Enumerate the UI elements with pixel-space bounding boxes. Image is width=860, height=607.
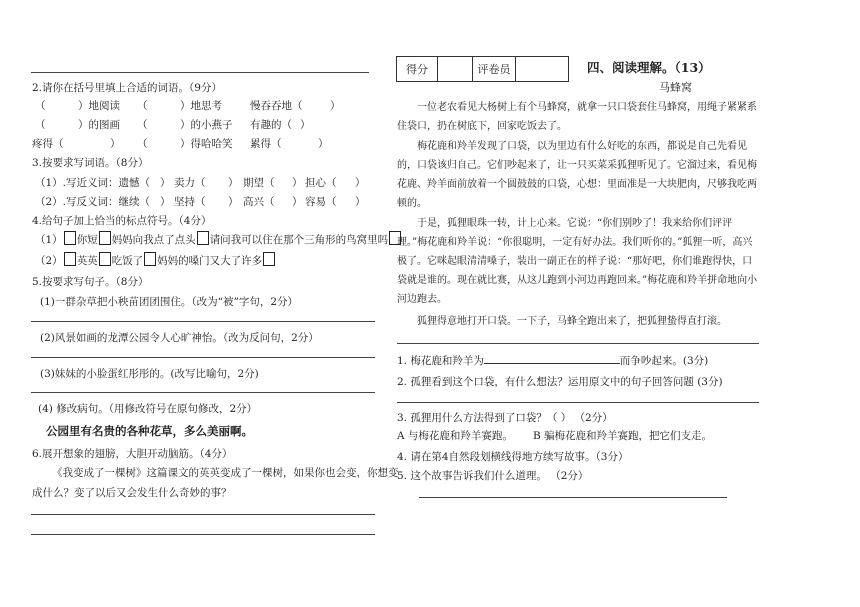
punctuation-box[interactable] bbox=[263, 252, 275, 266]
option-b[interactable]: B 骗梅花鹿和羚羊赛跑，把它们支走。 bbox=[533, 430, 713, 442]
q5-item-3: (3)妹妹的小脸蛋红彤彤的。(改写比喻句，2分) bbox=[40, 368, 259, 380]
q4-sentence-2: （2） 英英 吃饭了 妈妈的嗓门又大了许多 bbox=[35, 252, 276, 268]
continuation-line[interactable] bbox=[397, 343, 759, 344]
punctuation-box[interactable] bbox=[99, 252, 111, 266]
q6-text-1: 《我变成了一棵树》这篇课文的英英变成了一棵树，如果你也会变，你想变 bbox=[52, 467, 399, 479]
question-3: 3. 孤狸用什么方法得到了口袋？（ ） （2分） bbox=[397, 412, 613, 424]
q5-title: 5.按要求写句子。（8分） bbox=[32, 276, 149, 288]
answer-blank[interactable] bbox=[484, 353, 620, 364]
grader-cell[interactable] bbox=[516, 57, 569, 82]
answer-line[interactable] bbox=[31, 534, 375, 535]
score-table bbox=[396, 56, 569, 82]
answer-line[interactable] bbox=[397, 402, 759, 403]
q6-text-2: 成什么？变了以后又会发生什么奇妙的事？ bbox=[32, 487, 232, 499]
q5-item-2: (2)风景如画的龙潭公园令人心旷神怡。（改为反问句，2分） bbox=[40, 332, 319, 344]
sick-sentence: 公园里有名贵的各种花草，多么美丽啊。 bbox=[46, 424, 253, 438]
paragraph-3: 于是，狐狸眼珠一转，计上心来。它说：“你们别吵了！我来给你们评评理。”梅花鹿和羚羊说：“你很聪明，一定有好办法。我们听你的。”狐狸一听，高兴极了。它咪起眼清清嗓子，装出一副正在的样子说：“那好吧，你们谁跑得快，口袋就是谁的。现在就比赛，从这儿跑到小河边再跑回来。”梅花鹿和羚羊拼命地向小河边跑去。 bbox=[397, 218, 758, 305]
grader-label: 评卷员 bbox=[473, 57, 516, 82]
top-rule bbox=[31, 72, 369, 73]
answer-line[interactable] bbox=[419, 497, 727, 498]
passage-title: 马蜂窝 bbox=[659, 81, 692, 94]
q4-title: 4.给句子加上恰当的标点符号。（4分） bbox=[32, 215, 212, 227]
punctuation-box[interactable] bbox=[64, 231, 76, 245]
option-a[interactable]: A 与梅花鹿和羚羊赛跑。 bbox=[397, 430, 513, 442]
punctuation-box[interactable] bbox=[197, 231, 209, 245]
question-5: 5. 这个故事告诉我们什么道理。 （2分） bbox=[397, 470, 589, 482]
q6-title: 6.展开想象的翅膀，大胆开动脑筋。（4分） bbox=[32, 448, 233, 460]
answer-line[interactable] bbox=[31, 321, 375, 322]
q5-item-4: (4) 修改病句。（用修改符号在原句修改，2分） bbox=[38, 403, 258, 415]
punctuation-box[interactable] bbox=[99, 231, 111, 245]
answer-line[interactable] bbox=[31, 392, 375, 393]
q3-title: 3.按要求写词语。（8分） bbox=[32, 157, 149, 169]
answer-line[interactable] bbox=[31, 514, 375, 515]
q4-sentence-1: （1） 你短 妈妈向我点了点头 请问我可以住在那个三角形的鸟窝里吗 bbox=[35, 231, 402, 247]
score-label: 得分 bbox=[397, 57, 438, 82]
paragraph-1: 一位老农看见大杨树上有个马蜂窝，就拿一只口袋套住马蜂窝，用绳子紧紧系住袋口，扔在树底下，回家吃饭去了。 bbox=[397, 102, 757, 132]
q5-item-1: (1)一群杂草把小秧苗团团围住。（改为“被”字句，2分） bbox=[40, 296, 299, 308]
punctuation-box[interactable] bbox=[64, 252, 76, 266]
question-2: 2. 孤狸看到这个口袋，有什么想法？运用原文中的句子回答问题 (3分) bbox=[397, 376, 723, 388]
paragraph-2: 梅花鹿和羚羊发现了口袋，以为里边有什么好吃的东西，都说是自己先看见的，口袋该归自己。它们吵起来了，让一只买菜采狐狸听见了。它溜过来，看见梅花鹿、羚羊面前放着一个圆鼓鼓的口袋，心想：里面准是一大块肥肉，尺够我吃两顿的。 bbox=[397, 141, 757, 209]
punctuation-box[interactable] bbox=[144, 252, 156, 266]
answer-line[interactable] bbox=[31, 357, 375, 358]
score-cell[interactable] bbox=[438, 57, 473, 82]
question-4: 4. 请在第4自然段划横线得地方续写故事。（3分） bbox=[397, 451, 629, 463]
paragraph-4: 狐狸得意地打开口袋。一下子，马蜂全跑出来了，把狐狸蛰得直打滚。 bbox=[417, 316, 727, 327]
q2-title: 2.请你在括号里填上合适的词语。（9分） bbox=[32, 82, 222, 94]
section-title: 四、阅读理解。（13） bbox=[587, 60, 711, 75]
question-1: 1. 梅花鹿和羚羊为 而争吵起来。(3分) bbox=[397, 355, 709, 367]
